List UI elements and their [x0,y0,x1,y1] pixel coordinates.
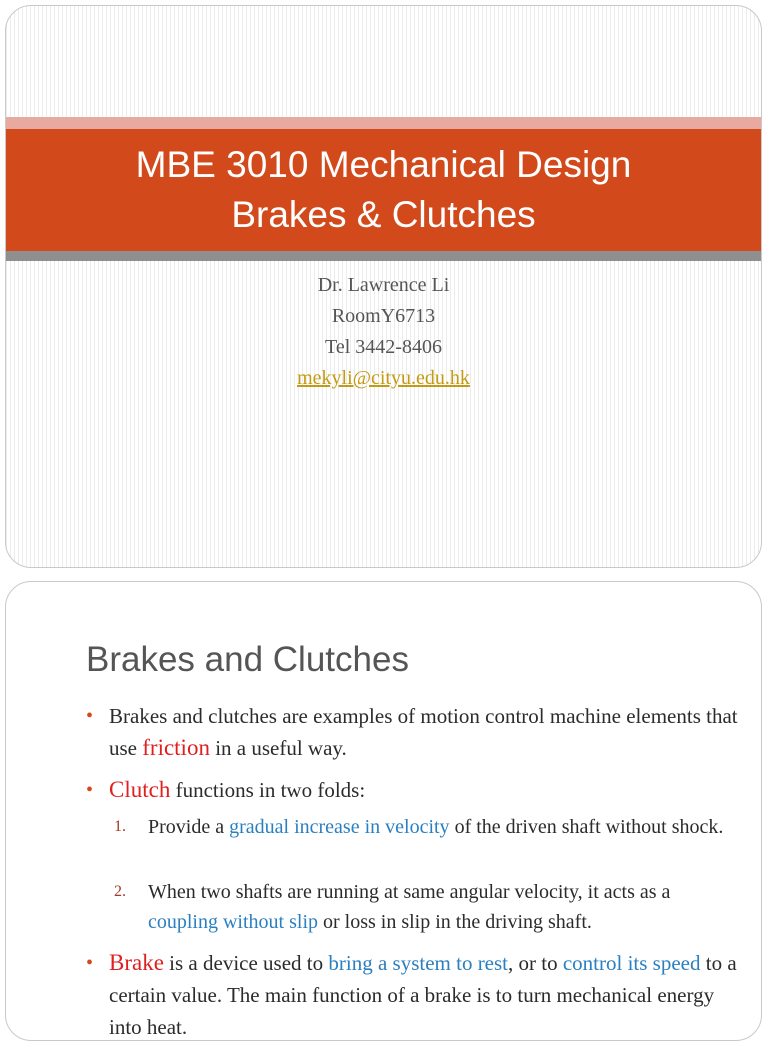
list-text-pre: When two shafts are running at same angular velocity, it acts as a [148,881,671,903]
bullet-dot: • [86,779,94,801]
highlight-control-speed: control its speed [562,951,701,975]
title-slide [5,5,762,568]
highlight-brake: Brake [109,950,164,975]
bullet-text-pre: Brakes and clutches are examples of motion control machine elements that use [109,704,738,760]
bullet-clutch [86,774,746,806]
list-text-post: of the driven shaft without shock. [449,816,724,838]
highlight-bring-to-rest: bring a system to rest [328,951,509,975]
bullet-text-post: functions in two folds: [170,778,366,802]
bullet-text [109,947,746,1041]
bullet-dot: • [86,705,94,727]
title-divider-bar [6,251,761,261]
list-number: 1. [114,818,126,835]
list-text [148,877,734,937]
bullet-text-mid-1: is a device used to [163,951,329,975]
author-email-link[interactable]: mekyli@cityu.edu.hk [297,367,470,389]
list-text [148,812,734,842]
slide-title-line-1: MBE 3010 Mechanical Design [135,144,632,185]
bullet-dot: • [86,952,94,974]
author-name: Dr. Lawrence Li [317,274,450,296]
author-tel: Tel 3442-8406 [325,336,442,358]
highlight-friction: friction [142,735,210,760]
bullet-text-post: to a certain value. The main function of a brake is to turn mechanical energy into heat. [109,951,737,1039]
author-room: RoomY6713 [331,305,436,327]
bullet-brake [86,947,746,1041]
bullet-text [109,774,746,806]
slide-title-line-2: Brakes & Clutches [231,194,536,235]
list-number: 2. [114,883,126,900]
title-band [6,129,761,251]
bullet-friction [86,700,746,764]
list-item-1 [114,812,734,842]
title-accent-bar [6,117,761,129]
list-text-post: or loss in slip in the driving shaft. [318,911,592,933]
highlight-gradual-increase: gradual increase in velocity [229,816,450,838]
bullet-text-post: in a useful way. [209,736,347,760]
list-item-2 [114,877,734,937]
list-text-pre: Provide a [148,816,230,838]
bullet-text-mid-2: , or to [508,951,563,975]
slide-heading: Brakes and Clutches [86,640,409,679]
highlight-coupling: coupling without slip [148,911,318,933]
bullet-text [109,700,746,764]
author-block [6,270,761,394]
highlight-clutch: Clutch [109,777,171,802]
content-slide [5,581,762,1041]
